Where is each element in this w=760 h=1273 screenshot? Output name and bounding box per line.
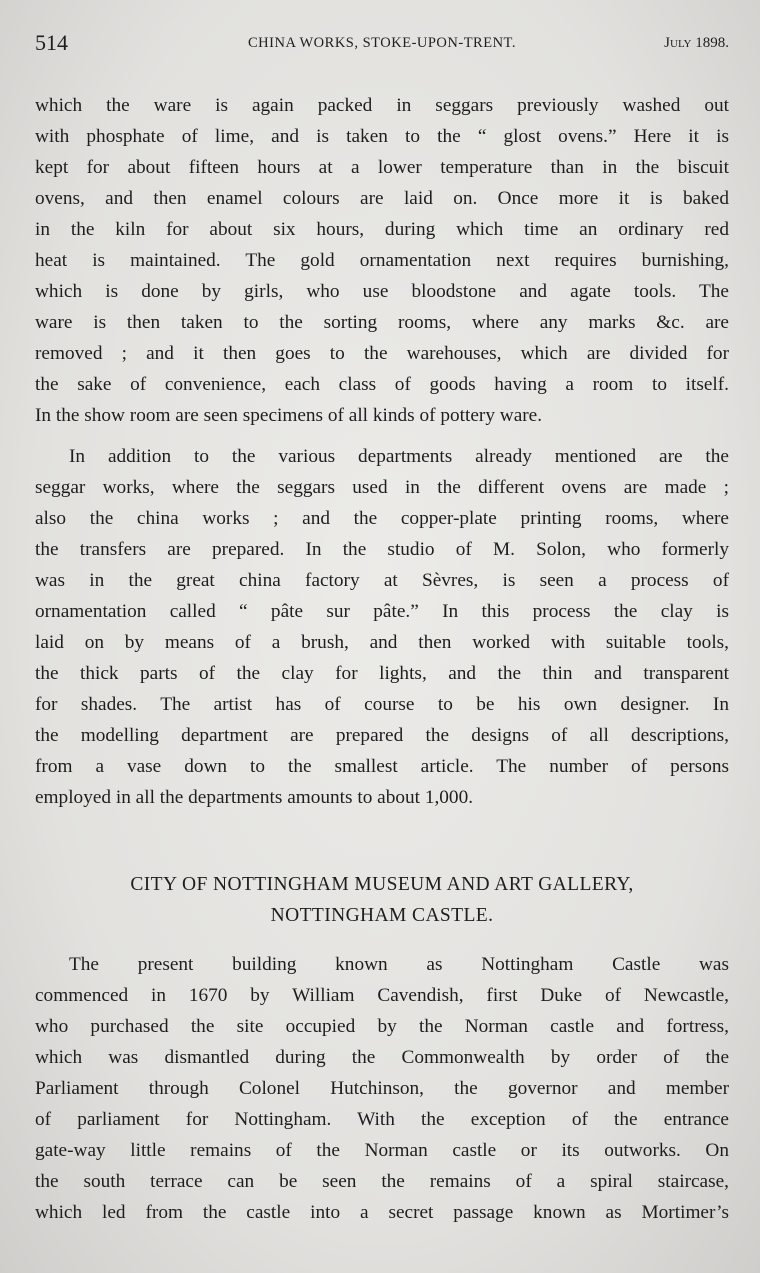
text-line: which the ware is again packed in seggars previously washed out <box>35 95 729 116</box>
text-line: removed ; and it then goes to the warehouses, which are divided for <box>35 343 729 364</box>
paragraph-1 <box>35 90 729 431</box>
text-line: employed in all the departments amounts to about 1,000. <box>35 787 474 808</box>
text-line: of parliament for Nottingham. With the exception of the entrance <box>35 1109 729 1130</box>
page-number: 514 <box>35 30 68 55</box>
issue-date: July 1898. <box>664 35 729 51</box>
text-line: which is done by girls, who use bloodstone and agate tools. The <box>35 281 729 302</box>
text-line: which led from the castle into a secret passage known as Mortimer’s <box>35 1202 729 1223</box>
text-line: In addition to the various departments already mentioned are the <box>69 446 729 467</box>
text-line: who purchased the site occupied by the Norman castle and fortress, <box>35 1016 729 1037</box>
section-heading-line-1: CITY OF NOTTINGHAM MUSEUM AND ART GALLERY, <box>130 874 634 895</box>
text-line: in the kiln for about six hours, during which time an ordinary red <box>35 219 729 240</box>
paragraph-2 <box>35 441 729 813</box>
text-line: ware is then taken to the sorting rooms, where any marks &c. are <box>35 312 729 333</box>
paragraph-3 <box>35 949 729 1228</box>
text-line: Parliament through Colonel Hutchinson, the governor and member <box>35 1078 729 1099</box>
text-line: also the china works ; and the copper-plate printing rooms, where <box>35 508 729 529</box>
running-title: CHINA WORKS, STOKE-UPON-TRENT. <box>248 35 516 51</box>
text-line: In the show room are seen specimens of all kinds of pottery ware. <box>35 405 543 426</box>
text-line: ornamentation called “ pâte sur pâte.” In this process the clay is <box>35 601 729 622</box>
text-line: The present building known as Nottingham Castle was <box>69 954 729 975</box>
text-line: with phosphate of lime, and is taken to the “ glost ovens.” Here it is <box>35 126 729 147</box>
section-heading-line-2: NOTTINGHAM CASTLE. <box>270 905 494 926</box>
text-line: from a vase down to the smallest article. The number of persons <box>35 756 729 777</box>
text-line: heat is maintained. The gold ornamentation next requires burnishing, <box>35 250 729 271</box>
page-body <box>35 90 729 1228</box>
text-line: the south terrace can be seen the remains of a spiral staircase, <box>35 1171 729 1192</box>
text-line: seggar works, where the seggars used in the different ovens are made ; <box>35 477 729 498</box>
text-line: the transfers are prepared. In the studio of M. Solon, who formerly <box>35 539 729 560</box>
text-line: the sake of convenience, each class of goods having a room to itself. <box>35 374 729 395</box>
text-line: the thick parts of the clay for lights, and the thin and transparent <box>35 663 729 684</box>
running-header <box>35 30 729 60</box>
text-line: for shades. The artist has of course to be his own designer. In <box>35 694 729 715</box>
text-line: ovens, and then enamel colours are laid on. Once more it is baked <box>35 188 729 209</box>
text-line: gate-way little remains of the Norman castle or its outworks. On <box>35 1140 729 1161</box>
text-line: commenced in 1670 by William Cavendish, first Duke of Newcastle, <box>35 985 729 1006</box>
text-line: was in the great china factory at Sèvres, is seen a process of <box>35 570 729 591</box>
text-line: which was dismantled during the Commonwealth by order of the <box>35 1047 729 1068</box>
text-line: laid on by means of a brush, and then worked with suitable tools, <box>35 632 729 653</box>
text-line: the modelling department are prepared the designs of all descriptions, <box>35 725 729 746</box>
text-line: kept for about fifteen hours at a lower temperature than in the biscuit <box>35 157 729 178</box>
